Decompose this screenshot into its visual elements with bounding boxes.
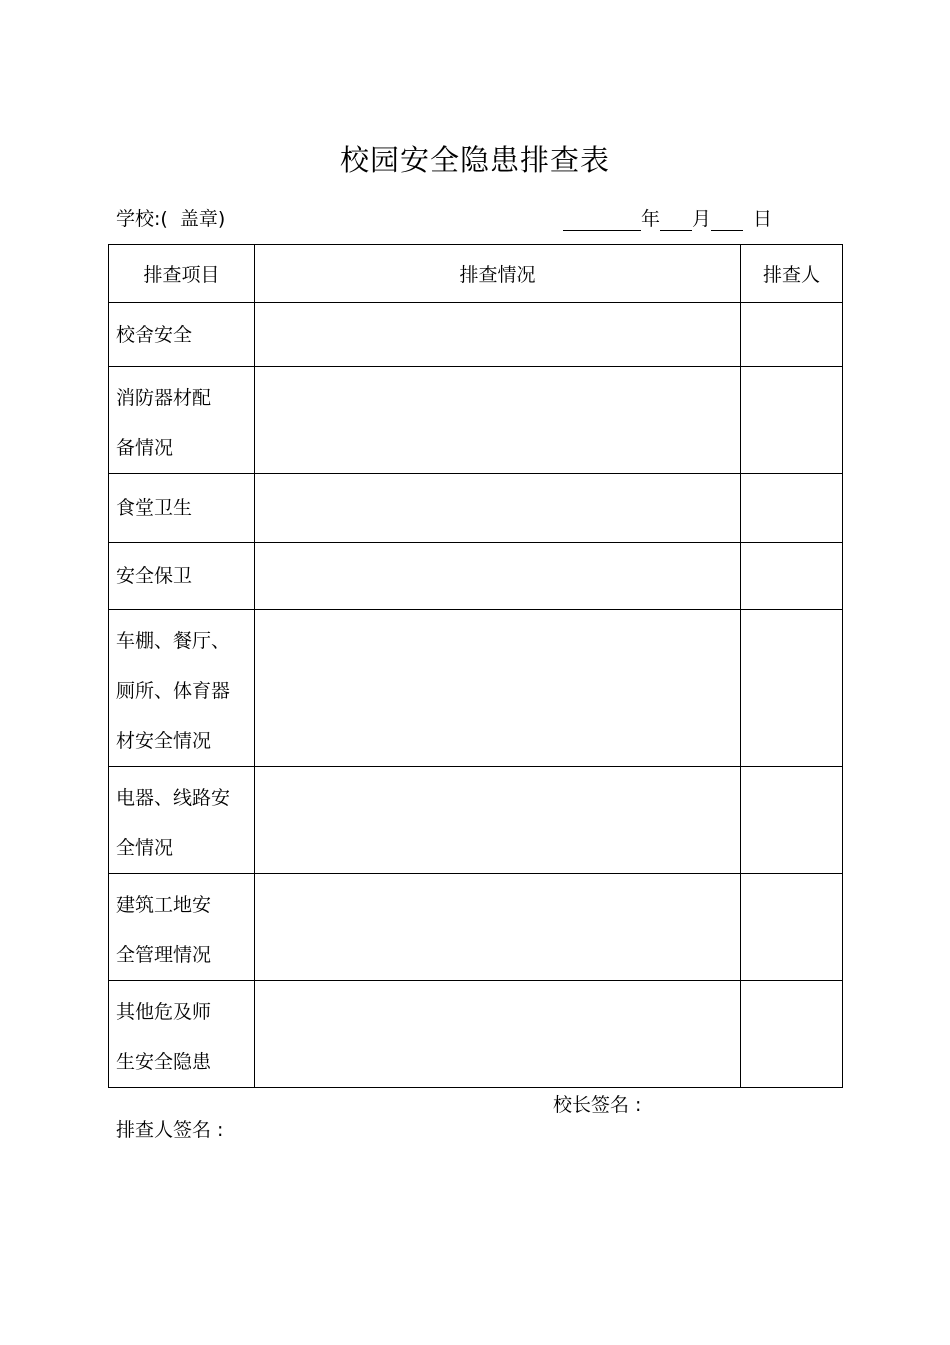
item-text: 食堂卫生 xyxy=(116,497,193,519)
inspector-cell[interactable] xyxy=(741,981,843,1088)
item-line: 其他危及师 xyxy=(116,1001,212,1023)
item-line: 车棚、餐厅、 xyxy=(116,630,231,652)
year-blank[interactable] xyxy=(563,210,641,231)
table-row xyxy=(109,874,843,981)
date-line xyxy=(563,204,772,231)
page-title: 校园安全隐患排查表 xyxy=(339,143,610,177)
item-cell xyxy=(109,543,255,610)
item-line: 电器、线路安 xyxy=(116,787,231,809)
inspector-cell[interactable] xyxy=(741,767,843,874)
item-cell xyxy=(109,610,255,767)
inspector-cell[interactable] xyxy=(741,367,843,474)
table-row xyxy=(109,543,843,610)
table-row xyxy=(109,981,843,1088)
inspector-cell[interactable] xyxy=(741,474,843,543)
situation-cell[interactable] xyxy=(255,367,741,474)
item-line: 消防器材配 xyxy=(116,387,212,409)
inspector-cell[interactable] xyxy=(741,610,843,767)
situation-cell[interactable] xyxy=(255,874,741,981)
item-cell xyxy=(109,981,255,1088)
table-row xyxy=(109,610,843,767)
situation-cell[interactable] xyxy=(255,543,741,610)
situation-cell[interactable] xyxy=(255,981,741,1088)
month-blank[interactable] xyxy=(660,210,692,231)
item-cell xyxy=(109,367,255,474)
item-line: 全情况 xyxy=(116,837,174,859)
item-line: 生安全隐患 xyxy=(116,1051,212,1073)
inspection-table xyxy=(108,244,843,1088)
item-cell xyxy=(109,303,255,367)
day-label: 日 xyxy=(753,208,773,230)
header-item: 排查项目 xyxy=(109,245,255,303)
situation-cell[interactable] xyxy=(255,767,741,874)
year-label: 年 xyxy=(641,208,661,230)
inspector-cell[interactable] xyxy=(741,303,843,367)
day-blank[interactable] xyxy=(711,210,743,231)
item-cell xyxy=(109,767,255,874)
month-label: 月 xyxy=(692,208,712,230)
table-row xyxy=(109,367,843,474)
header-situation: 排查情况 xyxy=(255,245,741,303)
item-cell xyxy=(109,874,255,981)
situation-cell[interactable] xyxy=(255,610,741,767)
situation-cell[interactable] xyxy=(255,303,741,367)
item-text: 安全保卫 xyxy=(116,565,193,587)
item-text: 校舍安全 xyxy=(116,323,193,346)
item-cell xyxy=(109,474,255,543)
school-stamp-label: 学校:( 盖章) xyxy=(116,208,226,230)
situation-cell[interactable] xyxy=(255,474,741,543)
table-header-row xyxy=(109,245,843,303)
inspector-cell[interactable] xyxy=(741,543,843,610)
item-line: 备情况 xyxy=(116,437,174,459)
table-row xyxy=(109,474,843,543)
inspector-signature-label: 排查人签名 : xyxy=(116,1119,224,1141)
principal-signature-label: 校长签名 : xyxy=(553,1094,642,1116)
item-line: 材安全情况 xyxy=(116,730,212,752)
inspector-cell[interactable] xyxy=(741,874,843,981)
header-inspector: 排查人 xyxy=(741,245,843,303)
item-line: 建筑工地安 xyxy=(116,894,212,916)
item-line: 全管理情况 xyxy=(116,944,212,966)
item-line: 厕所、体育器 xyxy=(116,680,231,702)
table-row xyxy=(109,303,843,367)
table-row xyxy=(109,767,843,874)
